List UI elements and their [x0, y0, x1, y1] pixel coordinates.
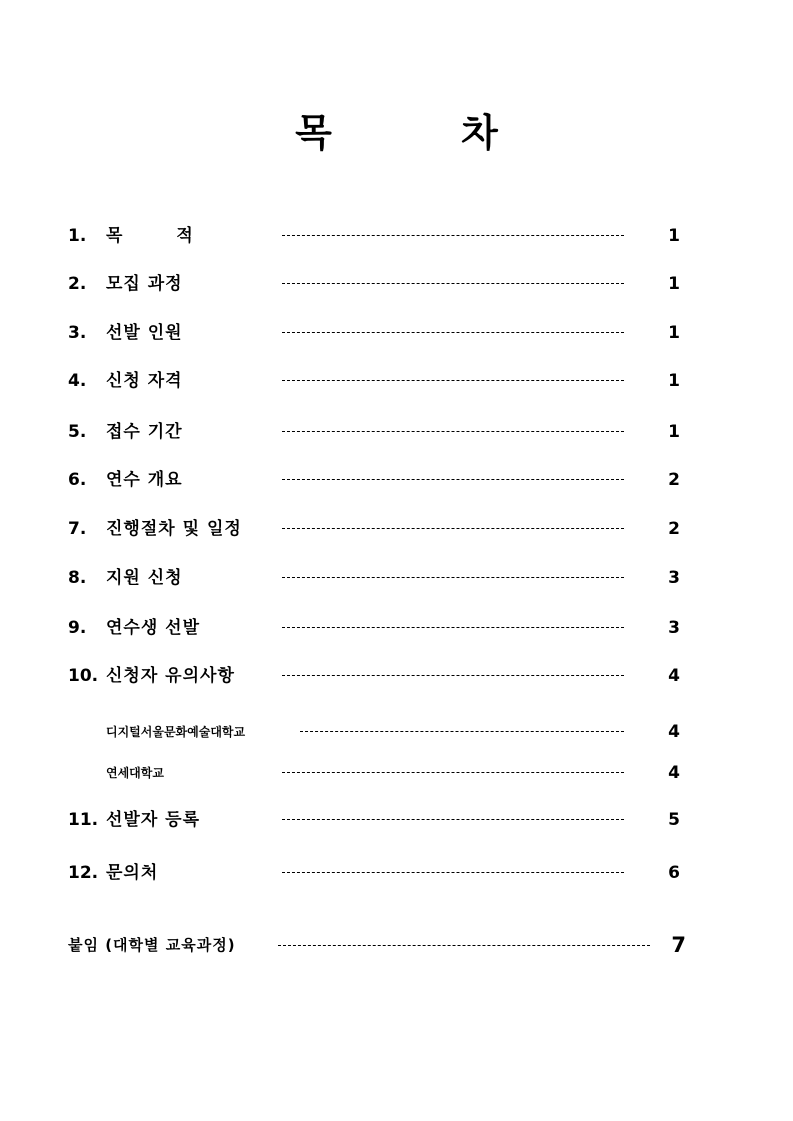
toc-appendix[interactable]	[68, 930, 692, 960]
toc-page-number: 1	[668, 323, 680, 343]
dotted-leader	[282, 235, 624, 236]
appendix-page-number: 7	[671, 933, 686, 957]
dotted-leader	[282, 380, 624, 381]
toc-page-number: 3	[668, 568, 680, 588]
toc-label: 접수 기간	[106, 422, 183, 442]
toc-entry-10[interactable]	[68, 662, 688, 690]
toc-number: 7.	[68, 519, 87, 539]
toc-label: 지원 신청	[106, 568, 183, 588]
dotted-leader	[300, 731, 624, 732]
toc-label: 연세대학교	[106, 766, 164, 780]
toc-page-number: 1	[668, 226, 680, 246]
dotted-leader	[282, 627, 624, 628]
toc-page-number: 2	[668, 519, 680, 539]
toc-page-number: 6	[668, 863, 680, 883]
toc-page-number: 3	[668, 618, 680, 638]
toc-page-number: 2	[668, 470, 680, 490]
toc-page-number: 4	[668, 722, 680, 742]
toc-page-number: 4	[668, 666, 680, 686]
toc-entry-2[interactable]	[68, 270, 688, 298]
toc-entry-4[interactable]	[68, 367, 688, 395]
toc-label: 목 적	[106, 226, 217, 246]
toc-number: 3.	[68, 323, 87, 343]
dotted-leader	[282, 675, 624, 676]
toc-entry-1[interactable]	[68, 222, 688, 250]
toc-number: 6.	[68, 470, 87, 490]
toc-entry-12[interactable]	[68, 859, 688, 887]
toc-label: 문의처	[106, 863, 159, 883]
toc-subentry-digital-seoul[interactable]	[68, 718, 688, 746]
toc-subentry-yonsei[interactable]	[68, 759, 688, 787]
toc-number: 12.	[68, 863, 99, 883]
dotted-leader	[282, 332, 624, 333]
toc-label: 신청 자격	[106, 371, 183, 391]
dotted-leader	[282, 819, 624, 820]
toc-page-number: 4	[668, 763, 680, 783]
toc-label: 연수 개요	[106, 470, 183, 490]
toc-page-number: 1	[668, 371, 680, 391]
dotted-leader	[282, 479, 624, 480]
toc-number: 11.	[68, 810, 99, 830]
dotted-leader	[282, 872, 624, 873]
toc-number: 9.	[68, 618, 87, 638]
toc-label: 신청자 유의사항	[106, 666, 235, 686]
toc-label: 선발자 등록	[106, 810, 201, 830]
toc-entry-6[interactable]	[68, 466, 688, 494]
page-title: 목 차	[295, 111, 556, 155]
toc-entry-9[interactable]	[68, 614, 688, 642]
dotted-leader	[282, 283, 624, 284]
toc-number: 8.	[68, 568, 87, 588]
dotted-leader	[282, 431, 624, 432]
toc-label: 연수생 선발	[106, 618, 201, 638]
appendix-label: 붙임 (대학별 교육과정)	[68, 936, 236, 954]
toc-label: 진행절차 및 일정	[106, 519, 242, 539]
toc-label: 선발 인원	[106, 323, 183, 343]
toc-page-number: 1	[668, 274, 680, 294]
toc-entry-3[interactable]	[68, 319, 688, 347]
toc-number: 2.	[68, 274, 87, 294]
toc-number: 5.	[68, 422, 87, 442]
dotted-leader	[278, 945, 650, 946]
toc-number: 1.	[68, 226, 87, 246]
toc-entry-7[interactable]	[68, 515, 688, 543]
dotted-leader	[282, 772, 624, 773]
toc-entry-11[interactable]	[68, 806, 688, 834]
dotted-leader	[282, 528, 624, 529]
toc-label: 모집 과정	[106, 274, 183, 294]
toc-entry-5[interactable]	[68, 418, 688, 446]
toc-number: 4.	[68, 371, 87, 391]
toc-label: 디지털서울문화예술대학교	[106, 725, 246, 739]
toc-entry-8[interactable]	[68, 564, 688, 592]
dotted-leader	[282, 577, 624, 578]
toc-page-number: 5	[668, 810, 680, 830]
toc-page-number: 1	[668, 422, 680, 442]
toc-number: 10.	[68, 666, 99, 686]
